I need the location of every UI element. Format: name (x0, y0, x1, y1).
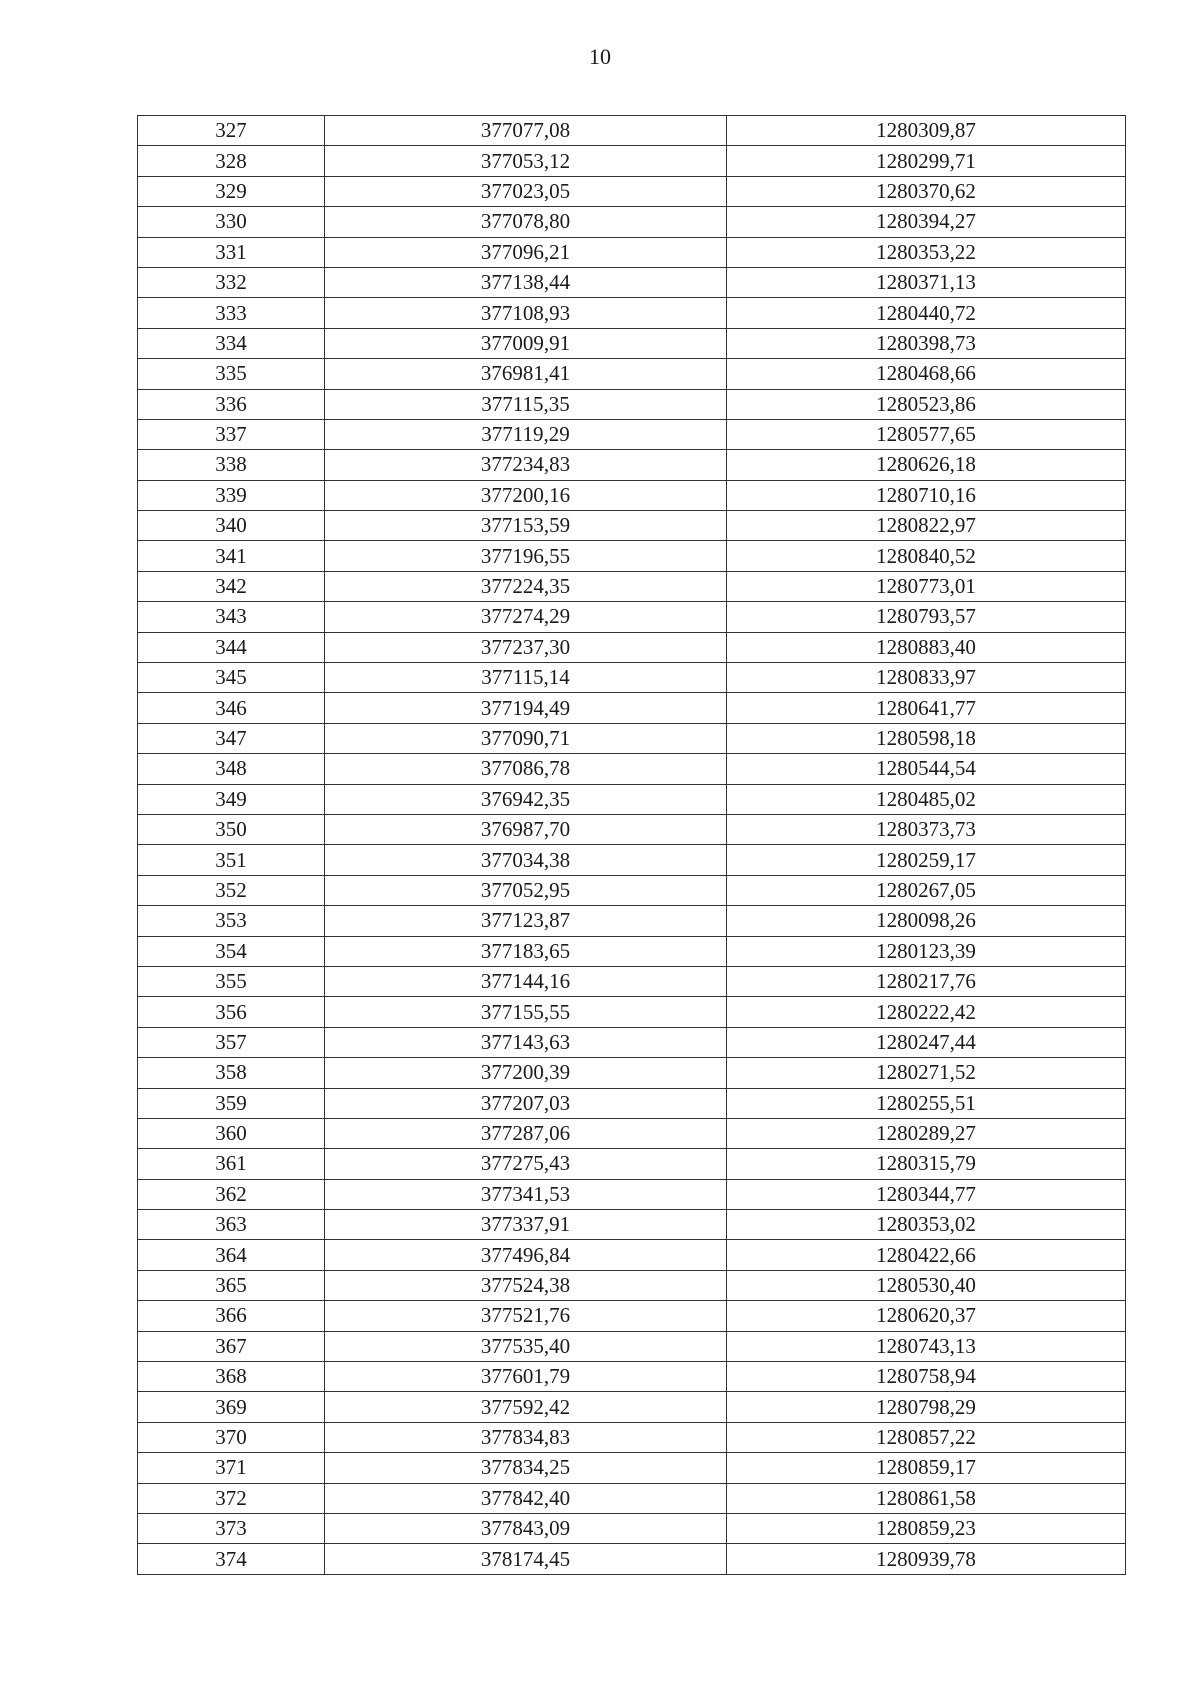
point-number-cell: 342 (138, 571, 325, 601)
coordinates-table-body (138, 116, 1126, 1575)
point-number-cell: 332 (138, 267, 325, 297)
table-row (138, 1301, 1126, 1331)
point-number-cell: 355 (138, 966, 325, 996)
table-row (138, 1544, 1126, 1574)
table-row (138, 298, 1126, 328)
y-coordinate-cell: 1280259,17 (727, 845, 1126, 875)
x-coordinate-cell: 377119,29 (325, 419, 727, 449)
point-number-cell: 359 (138, 1088, 325, 1118)
y-coordinate-cell: 1280398,73 (727, 328, 1126, 358)
point-number-cell: 336 (138, 389, 325, 419)
table-row (138, 1270, 1126, 1300)
y-coordinate-cell: 1280598,18 (727, 723, 1126, 753)
y-coordinate-cell: 1280833,97 (727, 663, 1126, 693)
x-coordinate-cell: 377341,53 (325, 1179, 727, 1209)
y-coordinate-cell: 1280840,52 (727, 541, 1126, 571)
x-coordinate-cell: 377078,80 (325, 207, 727, 237)
y-coordinate-cell: 1280373,73 (727, 814, 1126, 844)
x-coordinate-cell: 377138,44 (325, 267, 727, 297)
y-coordinate-cell: 1280861,58 (727, 1483, 1126, 1513)
y-coordinate-cell: 1280485,02 (727, 784, 1126, 814)
table-row (138, 1392, 1126, 1422)
point-number-cell: 335 (138, 359, 325, 389)
x-coordinate-cell: 377337,91 (325, 1210, 727, 1240)
x-coordinate-cell: 377834,25 (325, 1453, 727, 1483)
x-coordinate-cell: 377123,87 (325, 906, 727, 936)
table-row (138, 1483, 1126, 1513)
table-row (138, 541, 1126, 571)
table-row (138, 1453, 1126, 1483)
point-number-cell: 346 (138, 693, 325, 723)
y-coordinate-cell: 1280271,52 (727, 1058, 1126, 1088)
x-coordinate-cell: 377155,55 (325, 997, 727, 1027)
point-number-cell: 344 (138, 632, 325, 662)
point-number-cell: 347 (138, 723, 325, 753)
y-coordinate-cell: 1280523,86 (727, 389, 1126, 419)
point-number-cell: 374 (138, 1544, 325, 1574)
x-coordinate-cell: 377237,30 (325, 632, 727, 662)
table-row (138, 267, 1126, 297)
point-number-cell: 360 (138, 1118, 325, 1148)
point-number-cell: 373 (138, 1513, 325, 1543)
x-coordinate-cell: 377144,16 (325, 966, 727, 996)
y-coordinate-cell: 1280773,01 (727, 571, 1126, 601)
table-row (138, 663, 1126, 693)
point-number-cell: 362 (138, 1179, 325, 1209)
table-row (138, 1210, 1126, 1240)
point-number-cell: 329 (138, 176, 325, 206)
point-number-cell: 345 (138, 663, 325, 693)
point-number-cell: 327 (138, 116, 325, 146)
point-number-cell: 366 (138, 1301, 325, 1331)
x-coordinate-cell: 377115,35 (325, 389, 727, 419)
table-row (138, 1058, 1126, 1088)
point-number-cell: 341 (138, 541, 325, 571)
x-coordinate-cell: 377496,84 (325, 1240, 727, 1270)
y-coordinate-cell: 1280939,78 (727, 1544, 1126, 1574)
table-row (138, 1240, 1126, 1270)
table-row (138, 1362, 1126, 1392)
table-row (138, 511, 1126, 541)
point-number-cell: 343 (138, 602, 325, 632)
point-number-cell: 367 (138, 1331, 325, 1361)
y-coordinate-cell: 1280883,40 (727, 632, 1126, 662)
table-row (138, 1179, 1126, 1209)
x-coordinate-cell: 377023,05 (325, 176, 727, 206)
x-coordinate-cell: 377009,91 (325, 328, 727, 358)
point-number-cell: 331 (138, 237, 325, 267)
point-number-cell: 365 (138, 1270, 325, 1300)
y-coordinate-cell: 1280422,66 (727, 1240, 1126, 1270)
y-coordinate-cell: 1280530,40 (727, 1270, 1126, 1300)
x-coordinate-cell: 377194,49 (325, 693, 727, 723)
y-coordinate-cell: 1280353,02 (727, 1210, 1126, 1240)
y-coordinate-cell: 1280798,29 (727, 1392, 1126, 1422)
point-number-cell: 354 (138, 936, 325, 966)
point-number-cell: 351 (138, 845, 325, 875)
x-coordinate-cell: 377535,40 (325, 1331, 727, 1361)
table-row (138, 784, 1126, 814)
table-row (138, 997, 1126, 1027)
x-coordinate-cell: 377524,38 (325, 1270, 727, 1300)
y-coordinate-cell: 1280793,57 (727, 602, 1126, 632)
table-row (138, 1422, 1126, 1452)
x-coordinate-cell: 377086,78 (325, 754, 727, 784)
x-coordinate-cell: 377115,14 (325, 663, 727, 693)
y-coordinate-cell: 1280394,27 (727, 207, 1126, 237)
x-coordinate-cell: 377842,40 (325, 1483, 727, 1513)
x-coordinate-cell: 377096,21 (325, 237, 727, 267)
coordinates-table (137, 115, 1126, 1575)
x-coordinate-cell: 376981,41 (325, 359, 727, 389)
y-coordinate-cell: 1280344,77 (727, 1179, 1126, 1209)
point-number-cell: 338 (138, 450, 325, 480)
x-coordinate-cell: 377052,95 (325, 875, 727, 905)
x-coordinate-cell: 377843,09 (325, 1513, 727, 1543)
x-coordinate-cell: 377200,39 (325, 1058, 727, 1088)
table-row (138, 1088, 1126, 1118)
table-row (138, 936, 1126, 966)
y-coordinate-cell: 1280822,97 (727, 511, 1126, 541)
y-coordinate-cell: 1280859,17 (727, 1453, 1126, 1483)
x-coordinate-cell: 377077,08 (325, 116, 727, 146)
y-coordinate-cell: 1280217,76 (727, 966, 1126, 996)
table-row (138, 1513, 1126, 1543)
y-coordinate-cell: 1280371,13 (727, 267, 1126, 297)
table-row (138, 1149, 1126, 1179)
x-coordinate-cell: 377053,12 (325, 146, 727, 176)
table-row (138, 1331, 1126, 1361)
point-number-cell: 361 (138, 1149, 325, 1179)
y-coordinate-cell: 1280309,87 (727, 116, 1126, 146)
x-coordinate-cell: 377275,43 (325, 1149, 727, 1179)
table-row (138, 632, 1126, 662)
y-coordinate-cell: 1280315,79 (727, 1149, 1126, 1179)
x-coordinate-cell: 378174,45 (325, 1544, 727, 1574)
y-coordinate-cell: 1280123,39 (727, 936, 1126, 966)
x-coordinate-cell: 377034,38 (325, 845, 727, 875)
y-coordinate-cell: 1280468,66 (727, 359, 1126, 389)
y-coordinate-cell: 1280370,62 (727, 176, 1126, 206)
point-number-cell: 337 (138, 419, 325, 449)
point-number-cell: 330 (138, 207, 325, 237)
point-number-cell: 349 (138, 784, 325, 814)
table-row (138, 906, 1126, 936)
x-coordinate-cell: 377153,59 (325, 511, 727, 541)
x-coordinate-cell: 377274,29 (325, 602, 727, 632)
table-row (138, 723, 1126, 753)
y-coordinate-cell: 1280440,72 (727, 298, 1126, 328)
table-row (138, 146, 1126, 176)
x-coordinate-cell: 377592,42 (325, 1392, 727, 1422)
table-row (138, 1118, 1126, 1148)
point-number-cell: 357 (138, 1027, 325, 1057)
x-coordinate-cell: 377521,76 (325, 1301, 727, 1331)
table-row (138, 875, 1126, 905)
point-number-cell: 328 (138, 146, 325, 176)
y-coordinate-cell: 1280544,54 (727, 754, 1126, 784)
x-coordinate-cell: 377143,63 (325, 1027, 727, 1057)
table-row (138, 480, 1126, 510)
y-coordinate-cell: 1280577,65 (727, 419, 1126, 449)
table-row (138, 450, 1126, 480)
point-number-cell: 352 (138, 875, 325, 905)
table-row (138, 389, 1126, 419)
table-row (138, 966, 1126, 996)
point-number-cell: 364 (138, 1240, 325, 1270)
y-coordinate-cell: 1280299,71 (727, 146, 1126, 176)
point-number-cell: 348 (138, 754, 325, 784)
point-number-cell: 334 (138, 328, 325, 358)
x-coordinate-cell: 377108,93 (325, 298, 727, 328)
table-row (138, 328, 1126, 358)
y-coordinate-cell: 1280710,16 (727, 480, 1126, 510)
table-row (138, 571, 1126, 601)
point-number-cell: 372 (138, 1483, 325, 1513)
x-coordinate-cell: 377234,83 (325, 450, 727, 480)
x-coordinate-cell: 377287,06 (325, 1118, 727, 1148)
x-coordinate-cell: 377224,35 (325, 571, 727, 601)
table-row (138, 814, 1126, 844)
x-coordinate-cell: 377090,71 (325, 723, 727, 753)
y-coordinate-cell: 1280857,22 (727, 1422, 1126, 1452)
point-number-cell: 340 (138, 511, 325, 541)
table-row (138, 693, 1126, 723)
point-number-cell: 371 (138, 1453, 325, 1483)
table-row (138, 116, 1126, 146)
x-coordinate-cell: 377834,83 (325, 1422, 727, 1452)
y-coordinate-cell: 1280247,44 (727, 1027, 1126, 1057)
y-coordinate-cell: 1280743,13 (727, 1331, 1126, 1361)
x-coordinate-cell: 376987,70 (325, 814, 727, 844)
table-row (138, 845, 1126, 875)
table-row (138, 359, 1126, 389)
y-coordinate-cell: 1280353,22 (727, 237, 1126, 267)
point-number-cell: 369 (138, 1392, 325, 1422)
x-coordinate-cell: 377200,16 (325, 480, 727, 510)
table-row (138, 602, 1126, 632)
point-number-cell: 339 (138, 480, 325, 510)
table-row (138, 754, 1126, 784)
table-row (138, 1027, 1126, 1057)
point-number-cell: 358 (138, 1058, 325, 1088)
y-coordinate-cell: 1280758,94 (727, 1362, 1126, 1392)
x-coordinate-cell: 377601,79 (325, 1362, 727, 1392)
y-coordinate-cell: 1280098,26 (727, 906, 1126, 936)
y-coordinate-cell: 1280620,37 (727, 1301, 1126, 1331)
point-number-cell: 350 (138, 814, 325, 844)
y-coordinate-cell: 1280641,77 (727, 693, 1126, 723)
point-number-cell: 370 (138, 1422, 325, 1452)
table-row (138, 176, 1126, 206)
x-coordinate-cell: 376942,35 (325, 784, 727, 814)
y-coordinate-cell: 1280267,05 (727, 875, 1126, 905)
table-row (138, 237, 1126, 267)
y-coordinate-cell: 1280859,23 (727, 1513, 1126, 1543)
point-number-cell: 333 (138, 298, 325, 328)
point-number-cell: 356 (138, 997, 325, 1027)
x-coordinate-cell: 377196,55 (325, 541, 727, 571)
point-number-cell: 353 (138, 906, 325, 936)
point-number-cell: 363 (138, 1210, 325, 1240)
page-number: 10 (589, 44, 611, 69)
table-row (138, 207, 1126, 237)
x-coordinate-cell: 377183,65 (325, 936, 727, 966)
y-coordinate-cell: 1280255,51 (727, 1088, 1126, 1118)
y-coordinate-cell: 1280289,27 (727, 1118, 1126, 1148)
point-number-cell: 368 (138, 1362, 325, 1392)
x-coordinate-cell: 377207,03 (325, 1088, 727, 1118)
y-coordinate-cell: 1280222,42 (727, 997, 1126, 1027)
table-row (138, 419, 1126, 449)
y-coordinate-cell: 1280626,18 (727, 450, 1126, 480)
